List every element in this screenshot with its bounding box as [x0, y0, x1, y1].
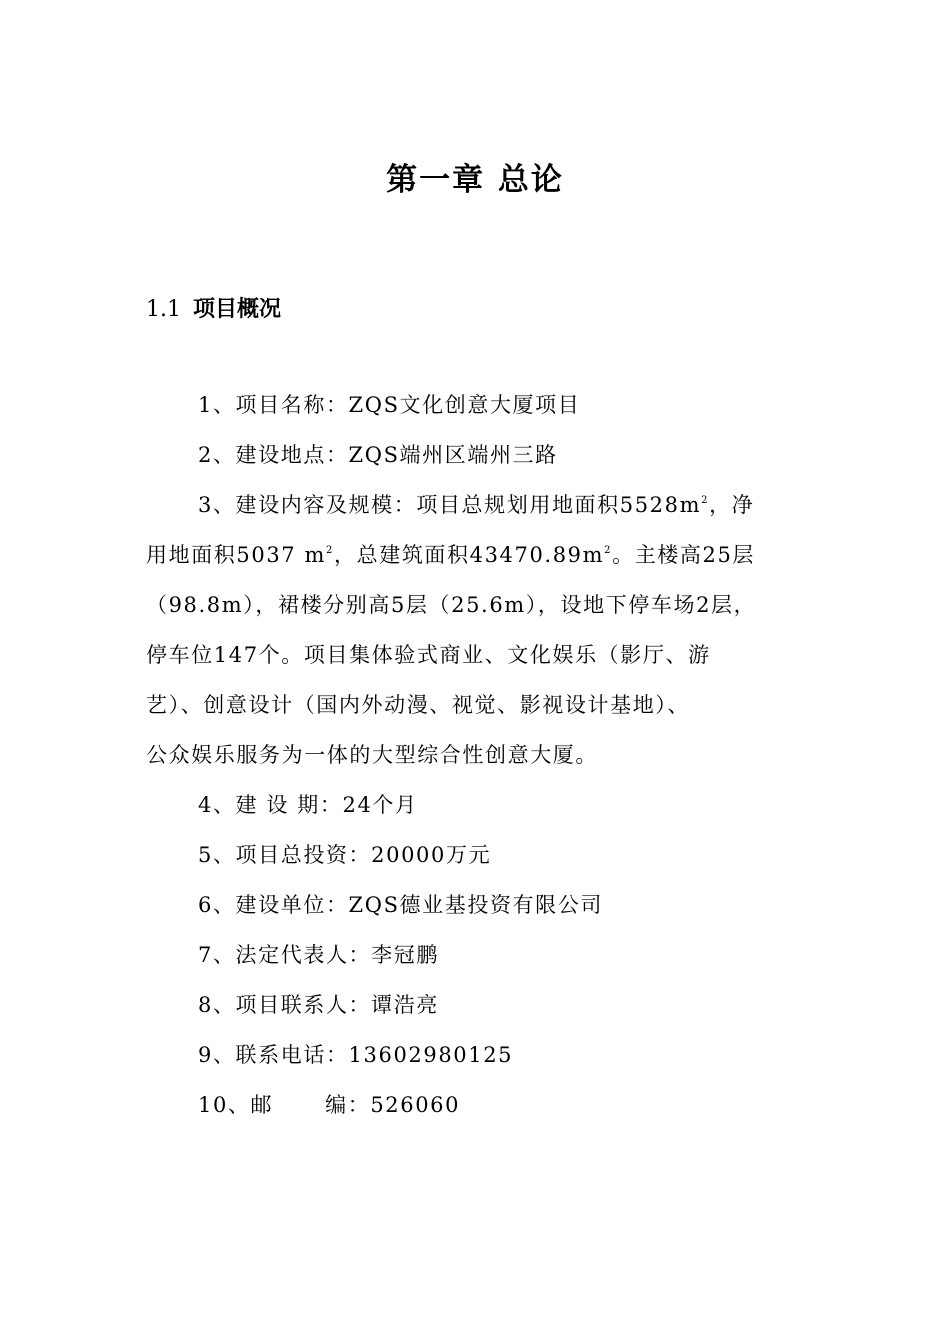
item-legal-representative: 7、法定代表人：李冠鹏	[198, 943, 439, 967]
section-heading	[146, 290, 281, 330]
project-overview-body	[146, 380, 810, 1130]
item-contact-person: 8、项目联系人：谭浩亮	[198, 993, 439, 1017]
scale-line-5: 艺）、创意设计（国内外动漫、视觉、影视设计基地）、	[146, 693, 690, 717]
scale-line-6: 公众娱乐服务为一体的大型综合性创意大厦。	[146, 743, 598, 767]
scale-line-4: 停车位147个。项目集体验式商业、文化娱乐（影厅、游	[146, 643, 711, 667]
superscript-2: 2	[604, 545, 613, 556]
section-title: 项目概况	[193, 297, 282, 322]
item-project-name: 1、项目名称：ZQS文化创意大厦项目	[198, 393, 581, 417]
item-contact-phone: 9、联系电话：13602980125	[198, 1043, 514, 1067]
section-number: 1.1	[146, 297, 181, 322]
item-total-investment: 5、项目总投资：20000万元	[198, 843, 492, 867]
chapter-title: 第一章 总论	[386, 162, 564, 198]
item-postcode: 10、邮 编：526060	[198, 1093, 461, 1117]
scale-line-3: （98.8m），裙楼分别高5层（25.6m），设地下停车场2层，	[146, 593, 757, 617]
superscript-2: 2	[701, 495, 710, 506]
item-construction-scale	[146, 480, 810, 780]
item-construction-period: 4、建 设 期：24个月	[198, 793, 418, 817]
scale-line-2: 用地面积5037 $m^2$，总建筑面积$43470.89m^2$。主楼高25层	[146, 543, 756, 567]
item-construction-site: 2、建设地点：ZQS端州区端州三路	[198, 443, 558, 467]
superscript-2: 2	[326, 545, 335, 556]
item-construction-unit: 6、建设单位：ZQS德业基投资有限公司	[198, 893, 603, 917]
scale-line-1: 3、建设内容及规模：项目总规划用地面积$5528m^2$，净	[198, 493, 755, 517]
